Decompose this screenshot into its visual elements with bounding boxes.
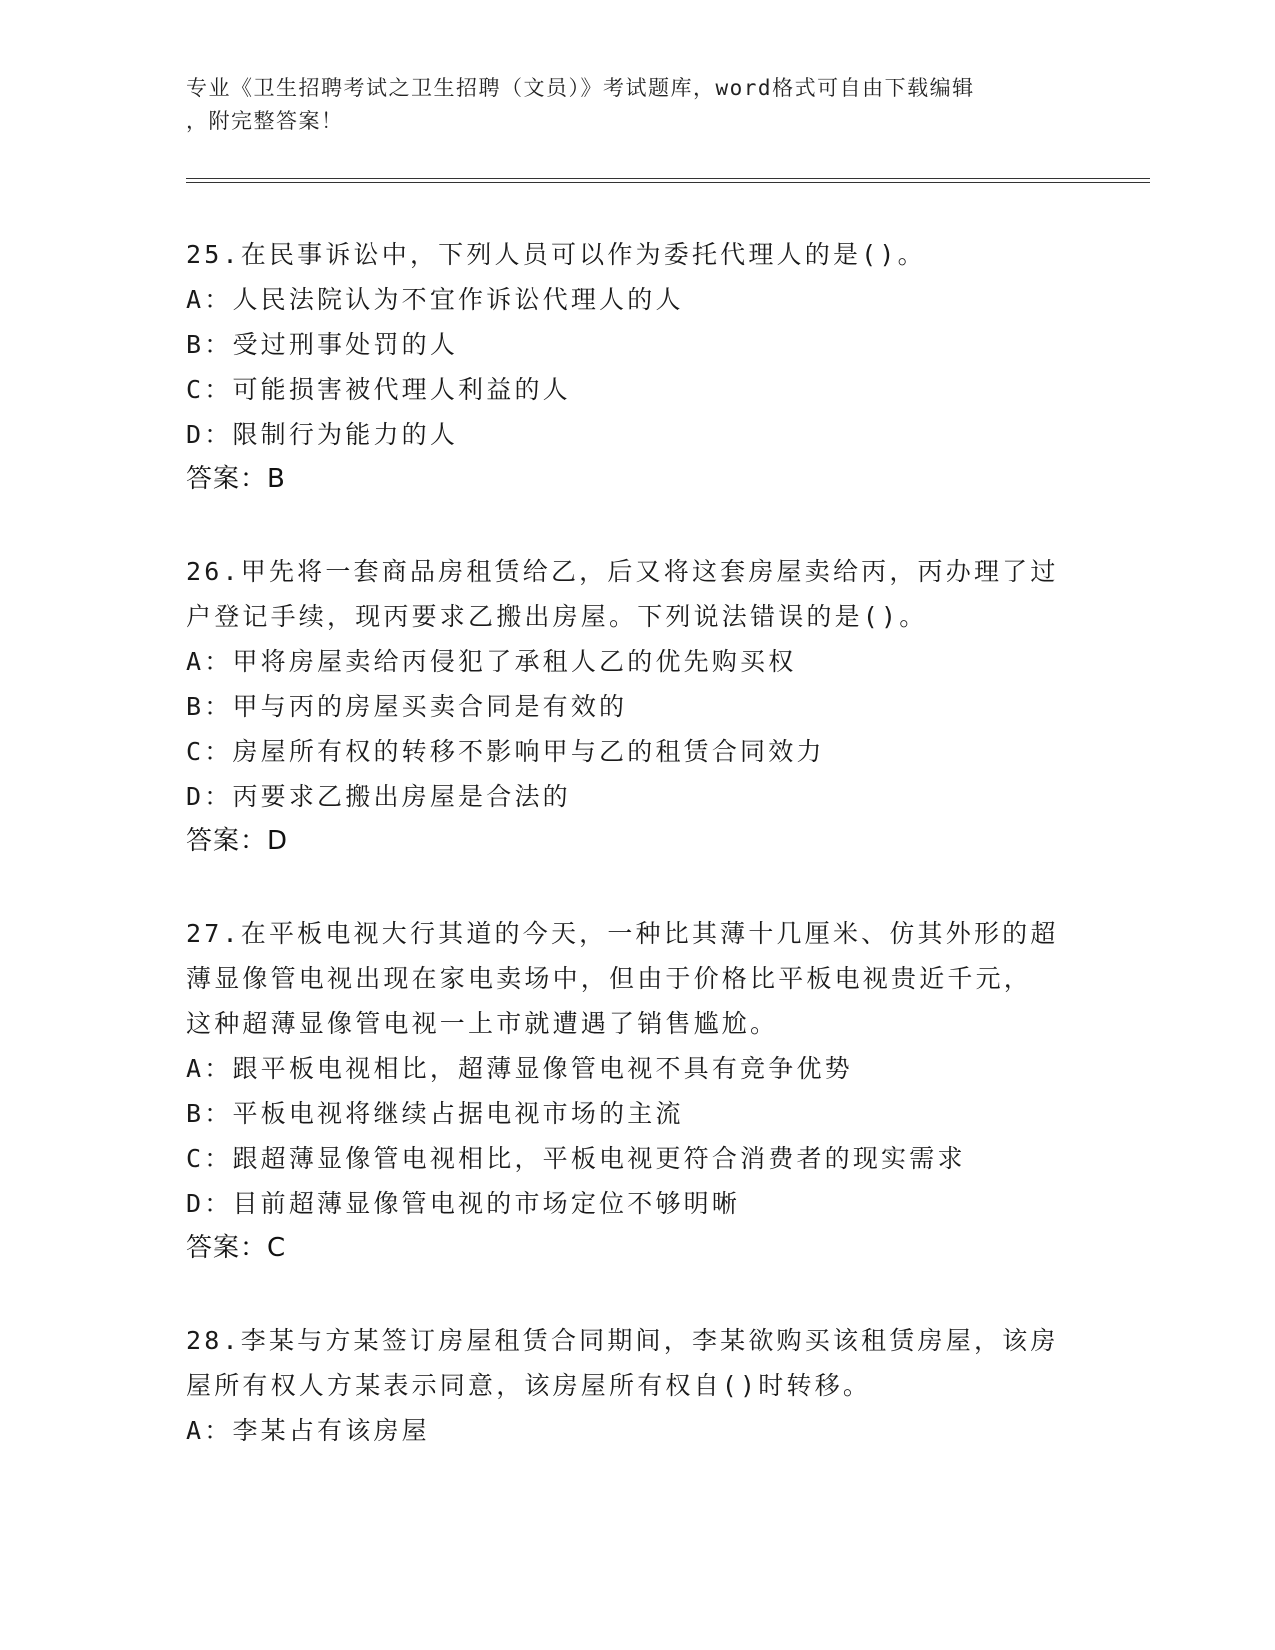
header-line: ，附完整答案！ — [186, 109, 344, 133]
option-c: C：房屋所有权的转移不影响甲与乙的租赁合同效力 — [186, 737, 825, 766]
option-c: C：可能损害被代理人利益的人 — [186, 375, 571, 404]
option-a: A：人民法院认为不宜作诉讼代理人的人 — [186, 285, 684, 314]
question-stem: 户登记手续，现丙要求乙搬出房屋。下列说法错误的是()。 — [186, 602, 928, 631]
question-28 — [186, 1318, 1066, 1453]
question-stem: 屋所有权人方某表示同意，该房屋所有权自()时转移。 — [186, 1371, 872, 1400]
option-b: B：平板电视将继续占据电视市场的主流 — [186, 1099, 684, 1128]
question-27 — [186, 911, 1066, 1271]
header-line: 专业《卫生招聘考试之卫生招聘（文员）》考试题库，word格式可自由下载编辑 — [186, 76, 975, 100]
question-stem: 这种超薄显像管电视一上市就遭遇了销售尴尬。 — [186, 1009, 779, 1038]
option-d: D：目前超薄显像管电视的市场定位不够明晰 — [186, 1189, 741, 1218]
option-d: D：限制行为能力的人 — [186, 420, 459, 449]
option-a: A：甲将房屋卖给丙侵犯了承租人乙的优先购买权 — [186, 647, 797, 676]
header-divider — [186, 178, 1150, 183]
question-stem: 28.李某与方某签订房屋租赁合同期间，李某欲购买该租赁房屋，该房 — [186, 1326, 1059, 1355]
question-stem: 薄显像管电视出现在家电卖场中，但由于价格比平板电视贵近千元， — [186, 964, 1033, 993]
option-d: D：丙要求乙搬出房屋是合法的 — [186, 782, 571, 811]
question-stem: 25.在民事诉讼中，下列人员可以作为委托代理人的是()。 — [186, 240, 926, 269]
question-stem: 26.甲先将一套商品房租赁给乙，后又将这套房屋卖给丙，丙办理了过 — [186, 557, 1059, 586]
option-b: B：受过刑事处罚的人 — [186, 330, 459, 359]
answer-label: 答案：D — [186, 826, 289, 856]
answer-label: 答案：B — [186, 464, 286, 494]
document-header — [186, 72, 1066, 138]
question-25 — [186, 232, 1066, 502]
question-stem: 27.在平板电视大行其道的今天，一种比其薄十几厘米、仿其外形的超 — [186, 919, 1059, 948]
option-c: C：跟超薄显像管电视相比，平板电视更符合消费者的现实需求 — [186, 1144, 966, 1173]
question-26 — [186, 549, 1066, 864]
question-list — [186, 232, 1066, 1500]
option-a: A：跟平板电视相比，超薄显像管电视不具有竞争优势 — [186, 1054, 853, 1083]
option-a: A：李某占有该房屋 — [186, 1416, 430, 1445]
option-b: B：甲与丙的房屋买卖合同是有效的 — [186, 692, 628, 721]
answer-label: 答案：C — [186, 1233, 287, 1263]
